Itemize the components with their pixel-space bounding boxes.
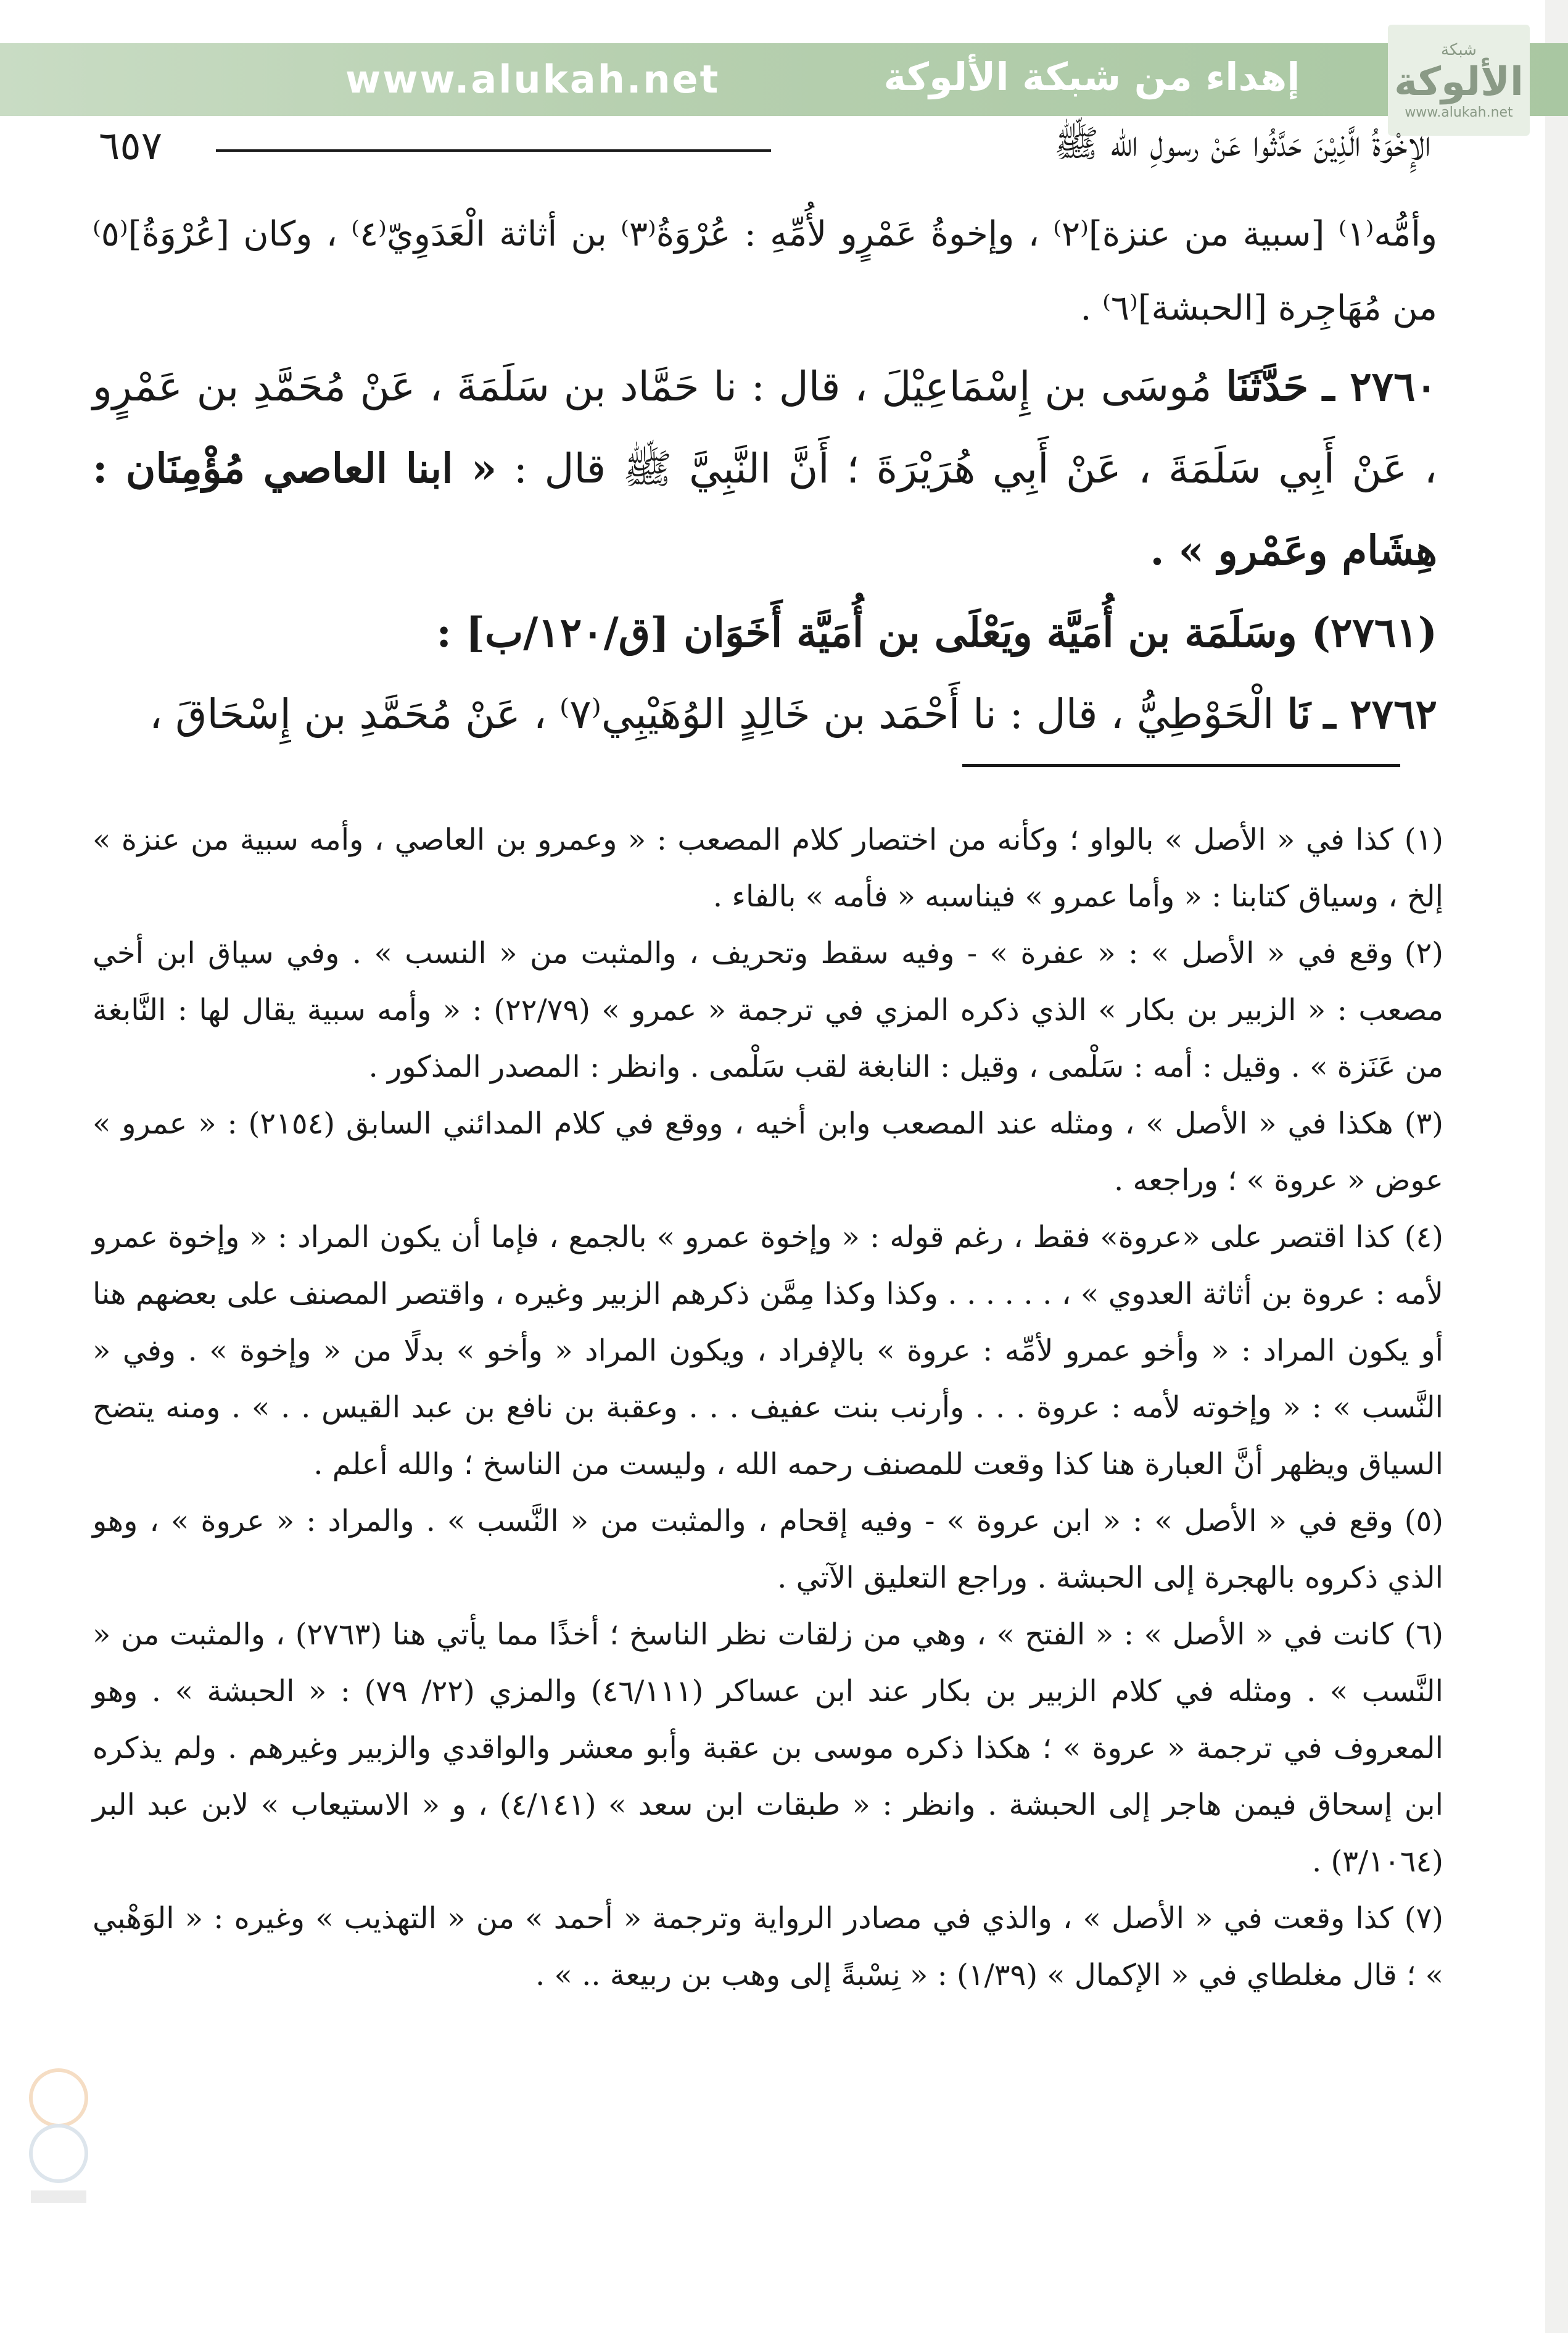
footnote-1 bbox=[93, 811, 1443, 925]
footnote-5 bbox=[93, 1493, 1443, 1606]
footnote-7 bbox=[93, 1890, 1443, 2004]
hadith-chain: الْحَوْطِيُّ ، قال : نا أَحْمَد بن خَالِدٍ الوُهَيْبِي⁽٧⁾ ، عَنْ مُحَمَّدِ بن إِسْحَاقَ ، bbox=[149, 690, 1274, 738]
paragraph-mother: وأمُّه⁽١⁾ [سبية من عنزة]⁽٢⁾ ، وإخوةُ عَمْرٍو لأُمِّهِ : عُرْوَةُ⁽٣⁾ بن أثاثة الْعَدَوِيّ⁽٤⁾ ، وكان [عُرْوَةُ]⁽٥⁾ من مُهَاجِرة [الحبشة]⁽٦⁾ . bbox=[93, 214, 1438, 328]
footnote-mark: (٤) bbox=[1404, 1220, 1443, 1254]
logo-name: الألوكة bbox=[1394, 59, 1524, 105]
footnote-mark: (٧) bbox=[1404, 1901, 1443, 1936]
footnote-text: كذا وقعت في « الأصل » ، والذي في مصادر الرواية وترجمة « أحمد » من « التهذيب » وغيره : « الوَهْبي » ؛ قال مغلطاي في « الإكمال » (١/٣٩) : « نِسْبةً إلى وهب بن ربيعة .. » . bbox=[93, 1901, 1443, 1992]
gift-text: إهداء من شبكة الألوكة bbox=[883, 54, 1300, 99]
main-text bbox=[93, 197, 1437, 755]
hadith-quote: « ابنا العاصي مُؤْمِنَان : هِشَام وعَمْرو » . bbox=[93, 444, 1437, 574]
entry-2761: (٢٧٦١) وسَلَمَة بن أُمَيَّة ويَعْلَى بن أُمَيَّة أَخَوَان [ق/١٢٠/ب] : bbox=[436, 608, 1437, 657]
hadith-number: ٢٧٦٢ ـ bbox=[1323, 690, 1437, 738]
footnote-6 bbox=[93, 1606, 1443, 1890]
footnote-mark: (٣) bbox=[1404, 1106, 1443, 1141]
footnote-mark: (٢) bbox=[1404, 936, 1443, 971]
watermark-banner bbox=[0, 40, 1568, 116]
footnote-text: كذا اقتصر على «عروة» فقط ، رغم قوله : « وإخوة عمرو » بالجمع ، فإما أن يكون المراد : « وإخوة عمرو لأمه : عروة بن أثاثة العدوي » ، . . . . . . وكذا وكذا مِمَّن ذكرهم الزبير وغيره ، واقتصر المصنف على بعضهم هنا أو يكون المراد : « وأخو عمرو لأمِّه : عروة » بالإفراد ، ويكون المراد « وأخو » بدلًا من « وإخوة » . وفي « النَّسب » : « وإخوته لأمه : عروة . . . وأرنب بنت عفيف . . . وعقبة بن نافع بن عبد القيس . . » . ومنه يتضح السياق ويظهر أنَّ العبارة هنا كذا وقعت للمصنف رحمه الله ، وليست من الناسخ ؛ والله أعلم . bbox=[93, 1220, 1443, 1481]
logo-top-text: شبكة bbox=[1441, 40, 1477, 59]
footnote-text: هكذا في « الأصل » ، ومثله عند المصعب وابن أخيه ، ووقع في كلام المدائني السابق (٢١٥٤) : « عمرو » عوض « عروة » ؛ وراجعه . bbox=[93, 1106, 1443, 1198]
footnote-text: كانت في « الأصل » : « الفتح » ، وهي من زلقات نظر الناسخ ؛ أخذًا مما يأتي هنا (٢٧٦٣) ، والمثبت من « النَّسب » . ومثله في كلام الزبير بن بكار عند ابن عساكر (٤٦/١١١) والمزي (٢٢/ ٧٩) : « الحبشة » . وهو المعروف في ترجمة « عروة » ؛ هكذا ذكره موسى بن عقبة وأبو معشر والواقدي والزبير وغيرهم . ولم يذكره ابن إسحاق فيمن هاجر إلى الحبشة . وانظر : « طبقات ابن سعد » (٤/١٤١) ، و « الاستيعاب » لابن عبد البر (٣/١٠٦٤) . bbox=[93, 1617, 1444, 1879]
footnote-text: كذا في « الأصل » بالواو ؛ وكأنه من اختصار كلام المصعب : « وعمرو بن العاصي ، وأمه سبية من عنزة » إلخ ، وسياق كتابنا : « وأما عمرو » فيناسبه « فأمه » بالفاء . bbox=[93, 823, 1443, 914]
footnote-separator bbox=[962, 764, 1400, 767]
hadith-chain: مُوسَى بن إِسْمَاعِيْلَ ، قال : نا حَمَّاد بن سَلَمَةَ ، عَنْ مُحَمَّدِ بن عَمْرٍو ، عَنْ أَبِي سَلَمَةَ ، عَنْ أَبِي هُرَيْرَةَ ؛ أَنَّ النَّبِيَّ ﷺ قال : bbox=[93, 363, 1437, 492]
hadith-2760 bbox=[93, 346, 1437, 592]
footnote-mark: (٦) bbox=[1404, 1617, 1444, 1652]
page-header bbox=[74, 117, 1431, 185]
logo-url: www.alukah.net bbox=[1405, 104, 1513, 120]
footnote-text: وقع في « الأصل » : « ابن عروة » - وفيه إقحام ، والمثبت من « النَّسب » . والمراد : « عروة » ، وهو الذي ذكروه بالهجرة إلى الحبشة . وراجع التعليق الآتي . bbox=[93, 1504, 1443, 1595]
page-binding-edge bbox=[1545, 0, 1568, 2333]
site-url[interactable]: www.alukah.net bbox=[345, 57, 720, 102]
footnote-3 bbox=[93, 1095, 1443, 1209]
footnote-2 bbox=[93, 925, 1443, 1095]
running-title: الإِخْوَةُ الَّذِيْنَ حَدَّثُوا عَنْ رسولِ الله ﷺ bbox=[1054, 122, 1431, 165]
footnote-4 bbox=[93, 1209, 1443, 1493]
hadith-number: ٢٧٦٠ ـ bbox=[1322, 362, 1437, 410]
hadith-2762 bbox=[93, 673, 1437, 755]
footnote-mark: (٥) bbox=[1404, 1504, 1443, 1538]
page-number: ٦٥٧ bbox=[99, 123, 163, 169]
footnote-mark: (١) bbox=[1404, 823, 1443, 857]
header-rule bbox=[216, 149, 771, 152]
footnotes bbox=[93, 811, 1443, 2004]
hadith-lead: حَدَّثَنَا bbox=[1226, 362, 1309, 410]
hadith-lead: نَا bbox=[1287, 690, 1311, 738]
footnote-text: وقع في « الأصل » : « عفرة » - وفيه سقط وتحريف ، والمثبت من « النسب » . وفي سياق ابن أخي مصعب : « الزبير بن بكار » الذي ذكره المزي في ترجمة « عمرو » (٢٢/٧٩) : « وأمه سبية يقال لها : النَّابغة من عَنَزة » . وقيل : أمه : سَلْمى ، وقيل : النابغة لقب سَلْمى . وانظر : المصدر المذكور . bbox=[93, 936, 1444, 1084]
publisher-stamp-icon bbox=[19, 2061, 99, 2221]
